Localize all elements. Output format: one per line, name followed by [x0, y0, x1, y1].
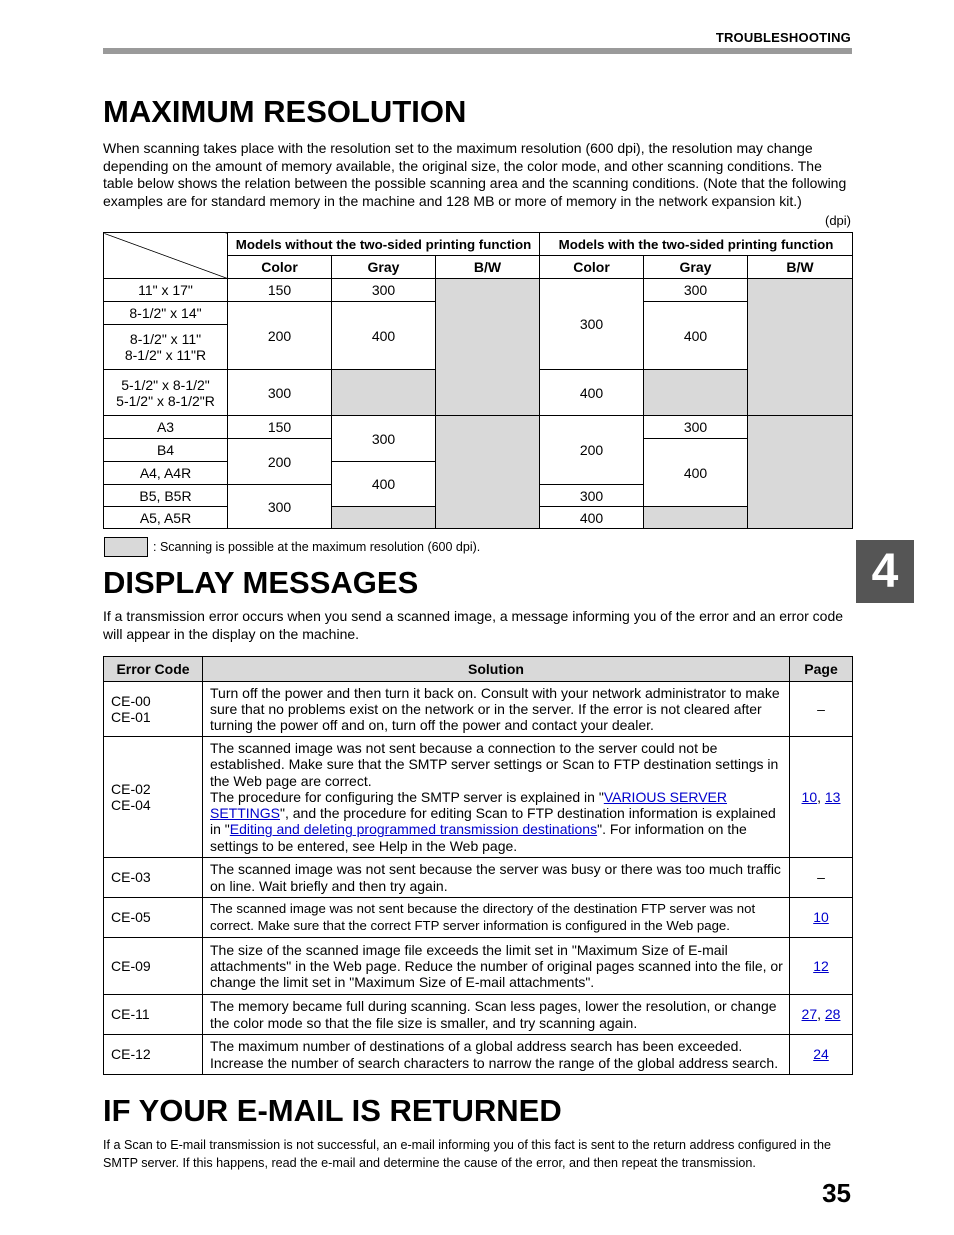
solution-cell: The maximum number of destinations of a global address search has been exceeded. Increase the number of search characters to narrow the range of the global address search.: [203, 1035, 790, 1075]
page-separator: ,: [817, 788, 825, 805]
table-row: [104, 995, 853, 1035]
value-cell: 200: [228, 302, 332, 370]
col-header-bw: B/W: [748, 256, 853, 279]
page-link[interactable]: 27: [801, 1006, 818, 1023]
page-number: 35: [822, 1178, 851, 1208]
page-separator: ,: [817, 1006, 825, 1023]
table-row: [104, 858, 853, 898]
value-cell: 300: [332, 279, 436, 302]
size-cell: A3: [104, 416, 228, 439]
col-header-gray: Gray: [644, 256, 748, 279]
page-cell: [790, 1035, 853, 1075]
value-cell: 400: [644, 439, 748, 507]
size-label: 5-1/2" x 8-1/2"R: [116, 392, 215, 409]
table-row: [104, 898, 853, 938]
value-cell: 400: [540, 370, 644, 416]
value-cell: 200: [228, 439, 332, 485]
value-cell: 400: [644, 302, 748, 370]
resolution-table: [103, 232, 853, 529]
value-cell: 400: [332, 462, 436, 507]
display-messages-title: DISPLAY MESSAGES: [103, 565, 419, 600]
size-cell: 11" x 17": [104, 279, 228, 302]
table-row: [104, 682, 853, 737]
error-code-cell: CE-03: [104, 858, 203, 898]
table-row: [104, 1035, 853, 1075]
max-resolution-cell: [332, 370, 436, 416]
email-returned-text: If a Scan to E-mail transmission is not successful, an e-mail informing you of this fact is sent to the return address configured in the SMTP server. If this happens, read the e-mail and determine the cause of the error, and then repeat the transmission.: [103, 1138, 831, 1170]
section-header: TROUBLESHOOTING: [715, 30, 851, 45]
legend-text: : Scanning is possible at the maximum resolution (600 dpi).: [153, 540, 481, 554]
page-cell: –: [790, 682, 853, 737]
col-header-page: Page: [790, 657, 853, 682]
max-resolution-intro: When scanning takes place with the resolution set to the maximum resolution (600 dpi), the resolution may change depending on the amount of memory available, the original size, the color mode, and other scanning conditions. The table below shows the relation between the possible scanning area and the scanning conditions. (Note that the following examples are for standard memory in the machine and 128 MB or more of memory in the network expansion kit.): [103, 140, 847, 209]
error-code: CE-01: [111, 709, 151, 725]
max-resolution-title: MAXIMUM RESOLUTION: [103, 94, 467, 129]
size-cell: B4: [104, 439, 228, 462]
size-cell: A5, A5R: [104, 507, 228, 529]
solution-text: ", and the procedure for editing Scan to FTP destination information is explained in ": [210, 805, 776, 838]
value-cell: 150: [228, 416, 332, 439]
value-cell: 300: [332, 416, 436, 462]
page-link[interactable]: 13: [824, 788, 841, 805]
error-code-cell: CE-12: [104, 1035, 203, 1075]
col-header-color: Color: [228, 256, 332, 279]
error-code: CE-02: [111, 780, 151, 797]
solution-cell: The scanned image was not sent because the directory of the destination FTP server was not correct. Make sure that the correct FTP server information is configured in the Web page.: [203, 898, 790, 938]
solution-text: ". For information on the settings to be entered, see Help in the Web page.: [210, 821, 747, 854]
page-link[interactable]: 28: [824, 1006, 841, 1023]
size-label: 5-1/2" x 8-1/2": [121, 376, 210, 393]
value-cell: 200: [540, 416, 644, 485]
size-label: 8-1/2" x 11": [129, 331, 202, 347]
chapter-tab: 4: [856, 540, 914, 603]
value-cell: 300: [228, 485, 332, 529]
unit-label: (dpi): [824, 213, 851, 228]
page-link[interactable]: 10: [813, 909, 829, 926]
col-header-solution: Solution: [203, 657, 790, 682]
value-cell: 300: [228, 370, 332, 416]
solution-cell: Turn off the power and then turn it back on. Consult with your network administrator to make sure that no problems exist on the network or in the server. If the error is not cleared after turning the power off and on, turn off the power and contact your dealer.: [203, 682, 790, 737]
error-code-cell: CE-09: [104, 938, 203, 995]
value-cell: 300: [540, 485, 644, 507]
display-messages-intro: If a transmission error occurs when you send a scanned image, a message informing you of the error and an error code will appear in the display on the machine.: [103, 608, 844, 642]
max-resolution-cell: [748, 279, 853, 416]
solution-cell: The scanned image was not sent because the server was busy or there was too much traffic on line. Wait briefly and then try again.: [203, 858, 790, 898]
size-cell: [104, 325, 228, 370]
editing-destinations-link[interactable]: Editing and deleting programmed transmission destinations: [229, 821, 598, 838]
error-code: CE-00: [111, 692, 151, 709]
solution-cell: The memory became full during scanning. Scan less pages, lower the resolution, or change the color mode so that the file size is smaller, and try scanning again.: [203, 995, 790, 1035]
table-corner-cell: [104, 233, 228, 279]
page-cell: [790, 938, 853, 995]
max-resolution-cell: [436, 416, 540, 529]
error-code: CE-04: [111, 797, 151, 813]
solution-text: The scanned image was not sent because a connection to the server could not be established. Make sure that the SMTP server settings or Scan to FTP destination settings in the Web page are correct.: [210, 740, 779, 789]
value-cell: 400: [540, 507, 644, 529]
table-row: [104, 737, 853, 858]
value-cell: 300: [644, 279, 748, 302]
email-returned-title: IF YOUR E-MAIL IS RETURNED: [103, 1093, 562, 1128]
various-server-settings-link[interactable]: VARIOUS SERVER SETTINGS: [210, 788, 727, 822]
page-cell: [790, 995, 853, 1035]
max-resolution-cell: [644, 507, 748, 529]
error-code-cell: CE-05: [104, 898, 203, 938]
legend-swatch: [104, 537, 148, 557]
size-label: 8-1/2" x 11"R: [124, 347, 207, 363]
solution-text: The procedure for configuring the SMTP server is explained in ": [210, 788, 604, 805]
error-code-cell: CE-11: [104, 995, 203, 1035]
group-header-without: Models without the two-sided printing function: [228, 233, 540, 256]
col-header-bw: B/W: [436, 256, 540, 279]
col-header-gray: Gray: [332, 256, 436, 279]
page-cell: [790, 898, 853, 938]
value-cell: 300: [644, 416, 748, 439]
page-link[interactable]: 24: [813, 1046, 829, 1063]
value-cell: 300: [540, 279, 644, 370]
max-resolution-cell: [436, 279, 540, 416]
size-cell: B5, B5R: [104, 485, 228, 507]
solution-cell: The size of the scanned image file exceeds the limit set in "Maximum Size of E-mail attachments" in the Web page. Reduce the number of original pages scanned into the file, or change the limit set in "Maximum Size of E-mail attachments".: [203, 938, 790, 995]
page-cell: [790, 737, 853, 858]
max-resolution-cell: [644, 370, 748, 416]
error-code-table: [103, 656, 853, 1075]
size-cell: 8-1/2" x 14": [104, 302, 228, 325]
header-rule: [103, 48, 852, 54]
max-resolution-cell: [332, 507, 436, 529]
max-resolution-cell: [748, 416, 853, 529]
error-code-cell: [104, 682, 203, 737]
page-link[interactable]: 12: [813, 957, 829, 974]
page-cell: –: [790, 858, 853, 898]
value-cell: 150: [228, 279, 332, 302]
size-cell: A4, A4R: [104, 462, 228, 485]
size-cell: [104, 370, 228, 416]
col-header-error-code: Error Code: [104, 657, 203, 682]
solution-cell: [203, 737, 790, 858]
group-header-with: Models with the two-sided printing function: [540, 233, 853, 256]
page-link[interactable]: 10: [801, 788, 818, 805]
table-row: [104, 938, 853, 995]
value-cell: 400: [332, 302, 436, 370]
col-header-color: Color: [540, 256, 644, 279]
error-code-cell: [104, 737, 203, 858]
